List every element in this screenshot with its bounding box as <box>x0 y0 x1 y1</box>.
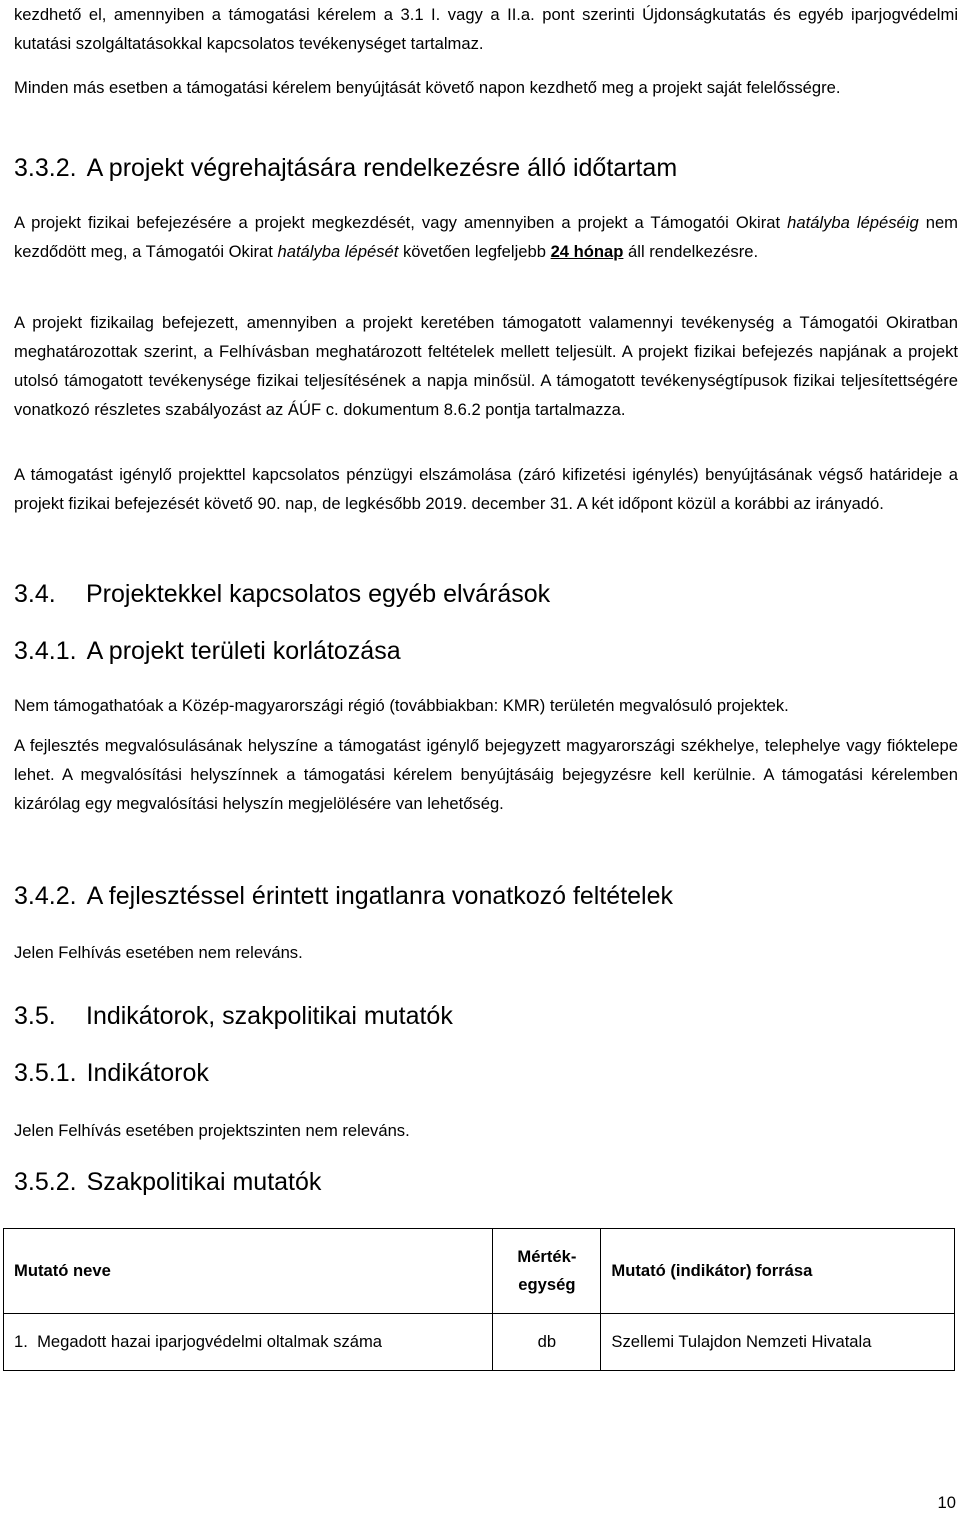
table-header-row <box>4 1229 955 1314</box>
heading-3-5-2 <box>14 1166 958 1198</box>
table-cell-source: Szellemi Tulajdon Nemzeti Hivatala <box>601 1314 955 1371</box>
heading-3-4-1 <box>14 635 958 667</box>
paragraph-3-5-1: Jelen Felhívás esetében projektszinten nem releváns. <box>14 1121 410 1140</box>
heading-number: 3.4.2. <box>14 882 77 910</box>
heading-number: 3.3.2. <box>14 154 77 182</box>
table-header-source: Mutató (indikátor) forrása <box>601 1229 955 1314</box>
paragraph-3-4-1-1: Nem támogathatóak a Közép-magyarországi régió (továbbiakban: KMR) területén megvalósuló projektek. <box>14 696 789 715</box>
heading-3-3-2 <box>14 152 958 184</box>
indicators-table <box>3 1228 955 1371</box>
table-header-indicator-name: Mutató neve <box>4 1229 493 1314</box>
heading-title: Szakpolitikai mutatók <box>86 1168 322 1196</box>
italic-text: hatályba lépését <box>277 242 399 261</box>
row-number: 1. <box>14 1332 28 1351</box>
heading-number: 3.5.2. <box>14 1168 77 1196</box>
heading-title: A fejlesztéssel érintett ingatlanra vonatkozó feltételek <box>86 882 674 910</box>
table-header-unit: Mérték- egység <box>493 1229 601 1314</box>
heading-3-4 <box>14 578 958 610</box>
table-cell-unit: db <box>493 1314 601 1371</box>
page-number: 10 <box>937 1493 956 1512</box>
heading-title: A projekt végrehajtására rendelkezésre álló időtartam <box>86 154 678 182</box>
table-row <box>4 1314 955 1371</box>
heading-title: Projektekkel kapcsolatos egyéb elvárások <box>86 580 551 608</box>
heading-title: A projekt területi korlátozása <box>86 637 401 665</box>
paragraph-intro-2: Minden más esetben a támogatási kérelem benyújtását követő napon kezdhető meg a projekt saját felelősségre. <box>14 78 841 97</box>
heading-3-5 <box>14 1000 958 1032</box>
heading-title: Indikátorok, szakpolitikai mutatók <box>86 1002 453 1030</box>
heading-title: Indikátorok <box>86 1059 209 1087</box>
heading-number: 3.5.1. <box>14 1059 77 1087</box>
table-cell-name <box>4 1314 493 1371</box>
bold-underlined-text: 24 hónap <box>550 242 624 261</box>
paragraph-3-4-1-2: A fejlesztés megvalósulásának helyszíne a támogatást igénylő bejegyzett magyarországi székhelye, telephelye vagy fióktelepe lehet. A megvalósítási helyszínnek a támogatási kérelem benyújtásáig bejegyzésre kell kerülnie. A támogatási kérelemben kizárólag egy megvalósítási helyszín megjelölésére van lehetőség. <box>14 736 958 813</box>
heading-number: 3.4. <box>14 580 56 608</box>
heading-number: 3.4.1. <box>14 637 77 665</box>
paragraph-3-3-2-3: A támogatást igénylő projekttel kapcsolatos pénzügyi elszámolása (záró kifizetési igénylés) benyújtásának végső határideje a projekt fizikai befejezését követő 90. nap, de legkésőbb 2019. december 31. A két időpont közül a korábbi az irányadó. <box>14 465 958 513</box>
paragraph-intro-1: kezdhető el, amennyiben a támogatási kérelem a 3.1 I. vagy a II.a. pont szerinti Újdonságkutatás és egyéb iparjogvédelmi kutatási szolgáltatásokkal kapcsolatos tevékenységet tartalmaz. <box>14 5 958 53</box>
italic-text: hatályba lépéséig <box>787 213 919 232</box>
heading-3-5-1 <box>14 1057 958 1089</box>
heading-3-4-2 <box>14 880 958 912</box>
paragraph-3-3-2-1: A projekt fizikai befejezésére a projekt megkezdését, vagy amennyiben a projekt a Támogatói Okirat hatályba lépéséig nem kezdődött meg, a Támogatói Okirat hatályba lépését követően legfeljebb 24 hónap áll rendelkezésre. <box>14 213 958 261</box>
heading-number: 3.5. <box>14 1002 56 1030</box>
paragraph-3-4-2: Jelen Felhívás esetében nem releváns. <box>14 943 303 962</box>
indicator-name: Megadott hazai iparjogvédelmi oltalmak száma <box>37 1332 383 1351</box>
paragraph-3-3-2-2: A projekt fizikailag befejezett, amennyiben a projekt keretében támogatott valamennyi tevékenység a Támogatói Okiratban meghatározottak szerint, a Felhívásban meghatározott feltételek mellett teljesült. A projekt fizikai befejezés napjának a projekt utolsó támogatott tevékenysége fizikai teljesítésének a napja minősül. A támogatott tevékenységtípusok fizikai teljesítettségére vonatkozó részletes szabályozást az ÁÚF c. dokumentum 8.6.2 pontja tartalmazza. <box>14 313 958 419</box>
